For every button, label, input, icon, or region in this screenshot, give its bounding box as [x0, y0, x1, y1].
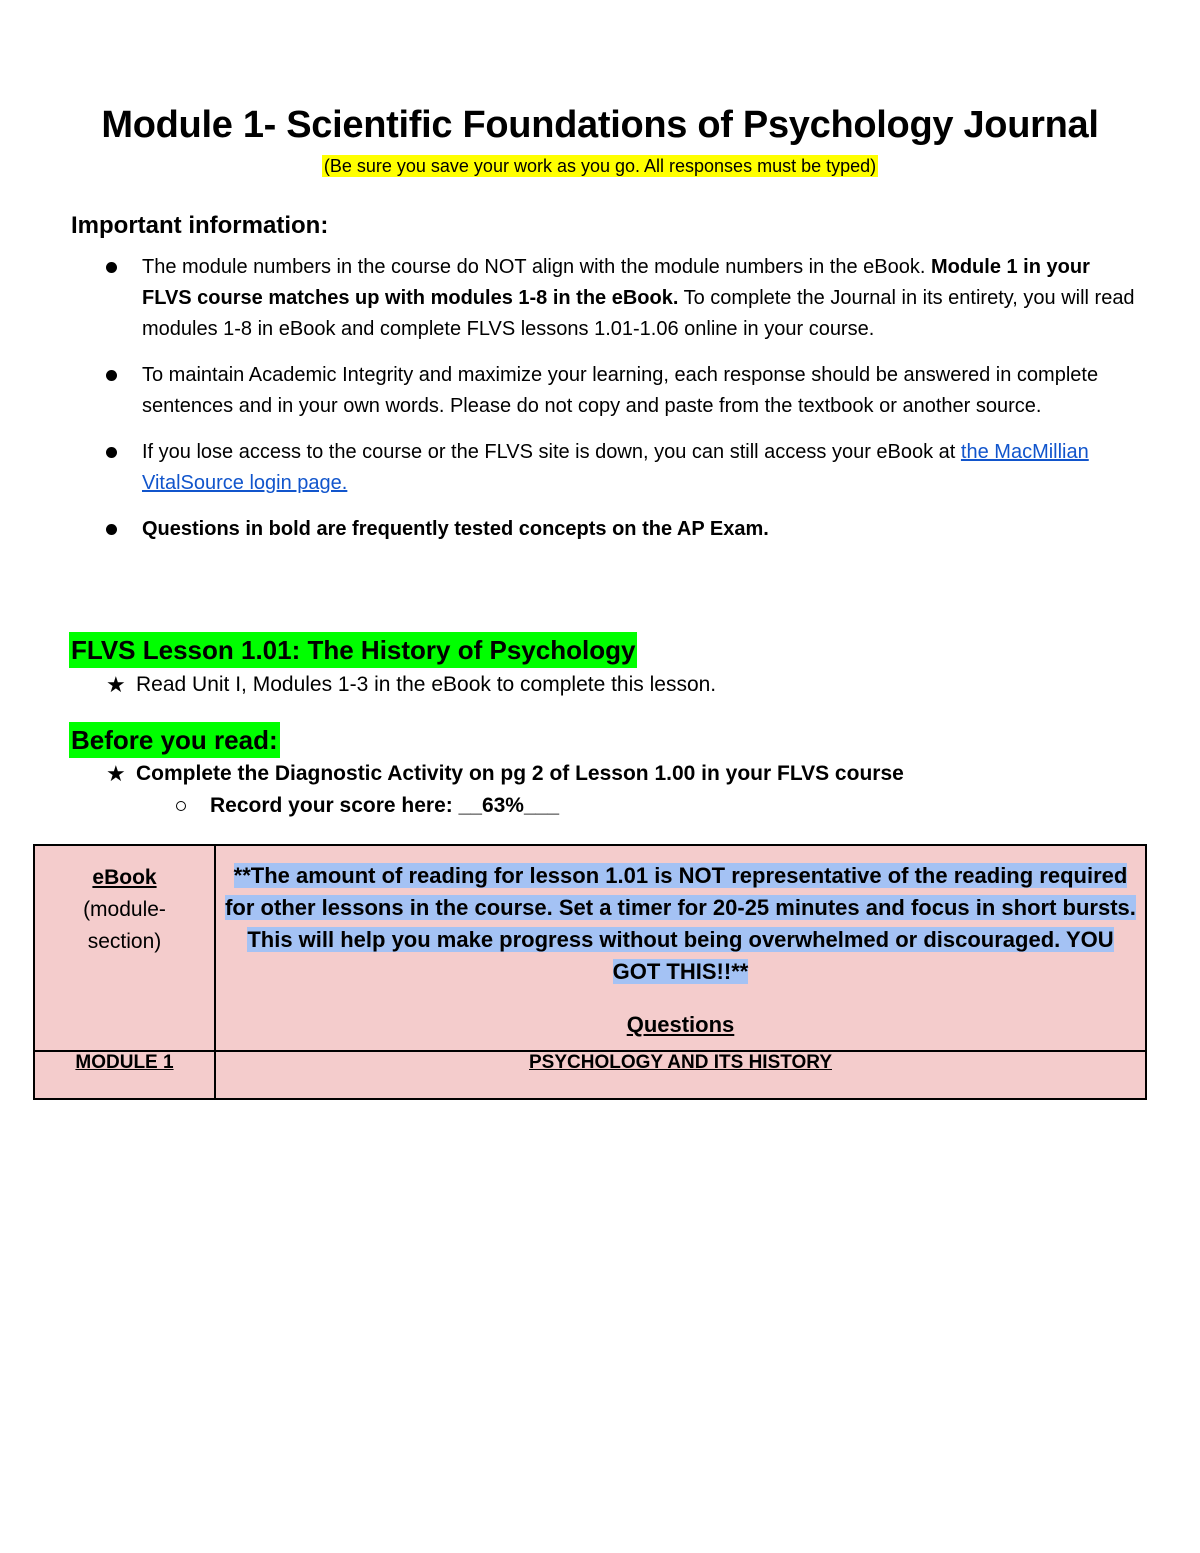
topic-label: PSYCHOLOGY AND ITS HISTORY	[529, 1052, 832, 1073]
before-you-read-heading: Before you read:	[69, 722, 280, 758]
before-star-item	[106, 761, 904, 787]
lesson-star-text: Read Unit I, Modules 1-3 in the eBook to complete this lesson.	[136, 673, 717, 696]
bullet-icon	[106, 370, 117, 381]
subtitle-text: (Be sure you save your work as you go. All responses must be typed)	[323, 156, 877, 176]
list-item	[106, 360, 1136, 422]
circle-bullet-icon	[176, 801, 186, 811]
reading-note	[224, 860, 1137, 988]
document-title: Module 1- Scientific Foundations of Psychology Journal	[101, 104, 1099, 146]
table-header-row	[34, 845, 1146, 1051]
questions-header: Questions	[626, 1012, 735, 1037]
bullet-text: If you lose access to the course or the FLVS site is down, you can still access your eBook at	[142, 441, 961, 463]
important-info-heading: Important information:	[71, 212, 329, 239]
module-label: MODULE 1	[75, 1052, 174, 1073]
questions-table	[33, 844, 1147, 1100]
topic-cell	[215, 1051, 1146, 1099]
ebook-header-link: eBook	[92, 866, 157, 889]
bullet-icon	[106, 524, 117, 535]
questions-header-cell	[215, 845, 1146, 1051]
bullet-icon	[106, 262, 117, 273]
table-row	[34, 1051, 1146, 1099]
bullet-icon	[106, 447, 117, 458]
list-item	[106, 514, 1136, 545]
ebook-header-sub: (module-section)	[83, 898, 166, 953]
vitalsource-login-link[interactable]: the MacMillian VitalSource login page.	[142, 441, 1089, 494]
star-icon: ★	[106, 672, 126, 697]
subtitle-line	[0, 156, 1200, 177]
module-cell	[34, 1051, 215, 1099]
important-info-list	[106, 252, 1136, 560]
lesson-heading: FLVS Lesson 1.01: The History of Psychology	[69, 632, 637, 668]
score-text: Record your score here: __63%___	[210, 794, 560, 817]
bullet-text: To complete the Journal in its entirety, you will read modules 1-8 in eBook and complete FLVS lessons 1.01-1.06 online in your course.	[142, 287, 1135, 340]
bullet-text: To maintain Academic Integrity and maximize your learning, each response should be answered in complete sentences and in your own words. Please do not copy and paste from the textbook or another source.	[142, 364, 1099, 417]
reading-note-text: **The amount of reading for lesson 1.01 is NOT representative of the reading required for other lessons in the course. Set a timer for 20-25 minutes and focus in short bursts. This will help you make progress without being overwhelmed or discouraged. YOU GOT THIS!!**	[225, 863, 1136, 984]
list-item	[106, 437, 1136, 499]
before-star-text: Complete the Diagnostic Activity on pg 2 of Lesson 1.00 in your FLVS course	[136, 762, 904, 785]
ebook-header-cell	[34, 845, 215, 1051]
bullet-bold-text: Questions in bold are frequently tested concepts on the AP Exam.	[142, 518, 769, 540]
lesson-star-item	[106, 672, 716, 698]
score-item	[176, 794, 559, 818]
star-icon: ★	[106, 761, 126, 786]
bullet-text: The module numbers in the course do NOT align with the module numbers in the eBook.	[142, 256, 931, 278]
list-item	[106, 252, 1136, 345]
bullet-bold-text: Module 1 in your FLVS course matches up with modules 1-8 in the eBook.	[142, 256, 1090, 309]
